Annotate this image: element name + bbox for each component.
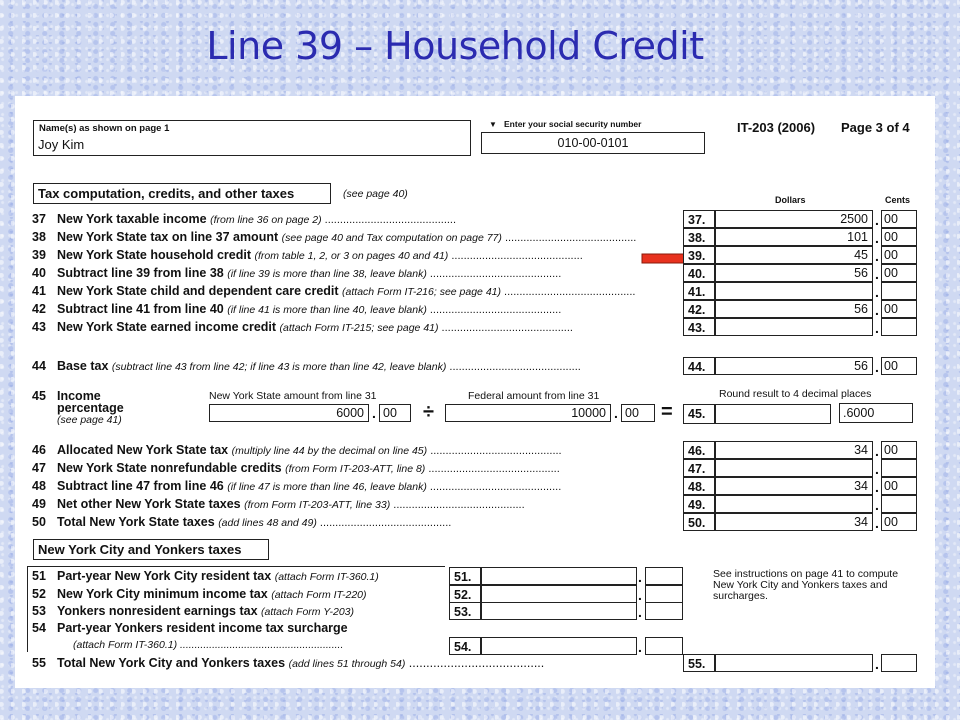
line-box-label bbox=[449, 567, 481, 585]
dollars-value: 101 bbox=[847, 230, 868, 244]
decimal-point: . bbox=[638, 587, 642, 603]
cents-value: 00 bbox=[884, 359, 898, 373]
line-box-number: 47. bbox=[688, 462, 706, 476]
line-text-main: New York City minimum income tax bbox=[57, 587, 268, 601]
cents-value: 00 bbox=[884, 443, 898, 457]
dollars-value: 56 bbox=[854, 266, 868, 280]
leader-dots: ........................................... bbox=[390, 499, 525, 511]
leader-dots: ........................................... bbox=[446, 361, 581, 373]
decimal-point: . bbox=[638, 639, 642, 655]
cents-field[interactable] bbox=[881, 495, 917, 513]
line-note: (see page 41) bbox=[57, 414, 122, 426]
line-box-number: 37. bbox=[688, 213, 706, 227]
leader-dots: ........................................... bbox=[426, 304, 562, 316]
line-note: (if line 39 is more than line 38, leave blank) bbox=[227, 268, 427, 280]
ssn-label: Enter your social security number bbox=[504, 119, 642, 129]
cents-value: 00 bbox=[884, 479, 898, 493]
line-text bbox=[57, 321, 573, 334]
form-id-text: IT-203 (2006) bbox=[737, 120, 816, 135]
nyc-dollars-field[interactable] bbox=[481, 567, 637, 585]
ny-amount-dollars-field[interactable] bbox=[209, 404, 369, 422]
ny-amount-cents: 00 bbox=[383, 406, 397, 420]
line-note: (attach Form IT-360.1) ........................................................ bbox=[73, 639, 344, 651]
line-text: Income bbox=[57, 389, 101, 403]
line-text bbox=[57, 480, 561, 493]
round-label: Round result to 4 decimal places bbox=[719, 388, 872, 400]
cents-value: 00 bbox=[884, 515, 898, 529]
dollars-value: 56 bbox=[854, 302, 868, 316]
decimal-point: . bbox=[875, 656, 879, 672]
line-note: (see page 40 and Tax computation on page 77) bbox=[281, 232, 502, 244]
cents-value: 00 bbox=[884, 266, 898, 280]
line-text: Part-year Yonkers resident income tax surcharge bbox=[57, 621, 348, 635]
line-number: 52 bbox=[32, 587, 46, 601]
dollars-header: Dollars bbox=[775, 195, 806, 205]
tax-form-it203 bbox=[15, 96, 935, 688]
fed-amount-dollars-field[interactable] bbox=[445, 404, 611, 422]
line-number: 37 bbox=[32, 212, 46, 226]
line-box-label bbox=[683, 264, 715, 282]
line-note: (subtract line 43 from line 42; if line 43 is more than line 42, leave blank) bbox=[111, 361, 447, 373]
cents-value: 00 bbox=[884, 212, 898, 226]
ssn-field[interactable] bbox=[481, 132, 705, 154]
dollars-value: 34 bbox=[854, 479, 868, 493]
line55-cents-field[interactable] bbox=[881, 654, 917, 672]
line-text-main: New York taxable income bbox=[57, 212, 207, 226]
line-number: 44 bbox=[32, 359, 46, 373]
line-note: (add lines 51 through 54) bbox=[288, 658, 406, 670]
dollars-field[interactable] bbox=[715, 357, 873, 375]
line-note: (from line 36 on page 2) bbox=[210, 214, 322, 226]
decimal-point: . bbox=[875, 461, 879, 477]
section-tax-computation bbox=[33, 183, 331, 204]
line-number: 48 bbox=[32, 479, 46, 493]
form-id bbox=[737, 121, 815, 134]
dollars-value: 56 bbox=[854, 359, 868, 373]
line-number: 55 bbox=[32, 656, 46, 670]
decimal-point: . bbox=[875, 320, 879, 336]
section-note: (see page 40) bbox=[343, 188, 408, 200]
line-box-number: 53. bbox=[454, 605, 472, 619]
line-number: 43 bbox=[32, 320, 46, 334]
line-note: (add lines 48 and 49) bbox=[218, 517, 317, 529]
decimal-point: . bbox=[875, 284, 879, 300]
line-text-main: Yonkers nonresident earnings tax bbox=[57, 604, 258, 618]
dollars-value: 45 bbox=[854, 248, 868, 262]
decimal-point: . bbox=[875, 230, 879, 246]
line-text bbox=[57, 516, 451, 529]
cents-field[interactable] bbox=[881, 210, 917, 228]
line-box-label bbox=[683, 246, 715, 264]
cents-header: Cents bbox=[885, 195, 911, 205]
cents-field[interactable] bbox=[881, 246, 917, 264]
leader-dots: ........................................... bbox=[316, 517, 452, 529]
line-box-label bbox=[449, 637, 481, 655]
line-text-main: New York State child and dependent care credit bbox=[57, 284, 339, 298]
leader-dots: ........................................... bbox=[448, 250, 583, 262]
name-label: Name(s) as shown on page 1 bbox=[39, 123, 170, 134]
dollars-field[interactable] bbox=[715, 318, 873, 336]
nyc-dollars-field[interactable] bbox=[481, 637, 637, 655]
line-note: (attach Form IT-220) bbox=[271, 589, 367, 601]
line-text-main: Subtract line 41 from line 40 bbox=[57, 302, 224, 316]
line-note: (attach Form IT-360.1) bbox=[274, 571, 379, 583]
line-box-number: 45. bbox=[688, 407, 706, 421]
line-text bbox=[57, 285, 635, 298]
line-box-label bbox=[683, 477, 715, 495]
line-number: 51 bbox=[32, 569, 46, 583]
line-box-number: 40. bbox=[688, 267, 706, 281]
dollars-field[interactable] bbox=[715, 264, 873, 282]
line-text bbox=[57, 605, 354, 618]
line-note-text: (attach Form IT-360.1) bbox=[73, 639, 178, 651]
line-note: (attach Form Y-203) bbox=[261, 606, 354, 618]
line-note: (from Form IT-203-ATT, line 8) bbox=[285, 463, 426, 475]
line-box-number: 44. bbox=[688, 360, 706, 374]
dollars-field[interactable] bbox=[715, 441, 873, 459]
line-box-label bbox=[683, 357, 715, 375]
line-note: (from Form IT-203-ATT, line 33) bbox=[244, 499, 391, 511]
cents-field[interactable] bbox=[881, 513, 917, 531]
line-text bbox=[57, 588, 367, 601]
triangle-down-icon: ▼ bbox=[489, 120, 497, 129]
result-field[interactable] bbox=[839, 403, 913, 423]
cents-field[interactable] bbox=[881, 282, 917, 300]
line-box-number: 51. bbox=[454, 570, 472, 584]
line-text bbox=[57, 231, 636, 244]
line-note: (attach Form IT-215; see page 41) bbox=[279, 322, 439, 334]
line-text-main: Total New York City and Yonkers taxes bbox=[57, 656, 286, 670]
line-text-main: Subtract line 39 from line 38 bbox=[57, 266, 224, 280]
nyc-cents-field[interactable] bbox=[645, 637, 683, 655]
line-text-main: Part-year New York City resident tax bbox=[57, 569, 272, 583]
line-text bbox=[57, 267, 561, 280]
ny-amount-label: New York State amount from line 31 bbox=[209, 390, 377, 402]
line-text bbox=[57, 462, 560, 475]
dollars-value: 34 bbox=[854, 443, 868, 457]
line-number: 40 bbox=[32, 266, 46, 280]
cents-field[interactable] bbox=[881, 228, 917, 246]
line-number: 39 bbox=[32, 248, 46, 262]
line-number: 38 bbox=[32, 230, 46, 244]
line-note: (if line 47 is more than line 46, leave blank) bbox=[227, 481, 427, 493]
decimal-point: . bbox=[638, 604, 642, 620]
line-text-main: Net other New York State taxes bbox=[57, 497, 241, 511]
line-box-label bbox=[683, 228, 715, 246]
line-note: (attach Form IT-216; see page 41) bbox=[342, 286, 501, 298]
line-text bbox=[57, 444, 562, 457]
nyc-instructions: See instructions on page 41 to compute New York City and Yonkers taxes and surcharges. bbox=[713, 568, 899, 603]
decimal-point: . bbox=[875, 443, 879, 459]
dollars-field[interactable] bbox=[715, 459, 873, 477]
line-text-main: Allocated New York State tax bbox=[57, 443, 229, 457]
line-box-label bbox=[683, 459, 715, 477]
decimal-point: . bbox=[638, 569, 642, 585]
dollars-value: 34 bbox=[854, 515, 868, 529]
cents-value: 00 bbox=[884, 302, 898, 316]
line-text-main: Subtract line 47 from line 46 bbox=[57, 479, 224, 493]
leader-dots: ........................................... bbox=[425, 463, 560, 475]
fed-amount-cents-field[interactable] bbox=[621, 404, 655, 422]
result-value: .6000 bbox=[843, 406, 875, 420]
decimal-point: . bbox=[875, 497, 879, 513]
dollars-field[interactable] bbox=[715, 246, 873, 264]
nyc-dollars-field[interactable] bbox=[481, 585, 637, 603]
decimal-point: . bbox=[875, 359, 879, 375]
decimal-point: . bbox=[875, 212, 879, 228]
line-text-main: New York State nonrefundable credits bbox=[57, 461, 282, 475]
line-box-label bbox=[683, 495, 715, 513]
cents-field[interactable] bbox=[881, 300, 917, 318]
line-box-label bbox=[683, 654, 715, 672]
cents-field[interactable] bbox=[881, 357, 917, 375]
decimal-point: . bbox=[875, 479, 879, 495]
decimal-point: . bbox=[875, 515, 879, 531]
cents-field[interactable] bbox=[881, 318, 917, 336]
dollars-value: 2500 bbox=[840, 212, 868, 226]
line-number: 46 bbox=[32, 443, 46, 457]
dollars-field[interactable] bbox=[715, 282, 873, 300]
dollars-field[interactable] bbox=[715, 210, 873, 228]
line-box-label bbox=[683, 282, 715, 300]
line-number: 42 bbox=[32, 302, 46, 316]
line-box-label bbox=[683, 441, 715, 459]
line-text-main: New York State tax on line 37 amount bbox=[57, 230, 279, 244]
dollars-field[interactable] bbox=[715, 495, 873, 513]
nyc-cents-field[interactable] bbox=[645, 602, 683, 620]
line-box-label bbox=[683, 318, 715, 336]
ny-amount-cents-field[interactable] bbox=[379, 404, 411, 422]
name-field[interactable] bbox=[33, 120, 471, 156]
line-number: 54 bbox=[32, 621, 46, 635]
line-box-number: 43. bbox=[688, 321, 706, 335]
line-text-main: New York State earned income credit bbox=[57, 320, 277, 334]
line-box-number: 48. bbox=[688, 480, 706, 494]
line-note: (if line 41 is more than line 40, leave blank) bbox=[227, 304, 427, 316]
line-box-label bbox=[449, 602, 481, 620]
line-box-number: 39. bbox=[688, 249, 706, 263]
line-number: 49 bbox=[32, 497, 46, 511]
line-box-number: 42. bbox=[688, 303, 706, 317]
line-box-number: 38. bbox=[688, 231, 706, 245]
slide-title: Line 39 – Household Credit bbox=[206, 24, 704, 68]
line-number: 41 bbox=[32, 284, 46, 298]
line-box-label bbox=[683, 404, 715, 424]
ny-amount-dollars: 6000 bbox=[336, 406, 364, 420]
cents-field[interactable] bbox=[881, 441, 917, 459]
line-text bbox=[57, 360, 581, 373]
leader-dots: ........................................... bbox=[426, 481, 562, 493]
cents-value: 00 bbox=[884, 230, 898, 244]
line-note: (multiply line 44 by the decimal on line 45) bbox=[231, 445, 428, 457]
cents-field[interactable] bbox=[881, 459, 917, 477]
line-text: percentage bbox=[57, 401, 124, 415]
nyc-dollars-field[interactable] bbox=[481, 602, 637, 620]
cents-field[interactable] bbox=[881, 264, 917, 282]
line-text bbox=[57, 303, 561, 316]
line55-dollars-field[interactable] bbox=[715, 654, 873, 672]
equals-sign: = bbox=[661, 401, 673, 423]
line-note: (from table 1, 2, or 3 on pages 40 and 41) bbox=[254, 250, 449, 262]
line-box-number: 55. bbox=[688, 657, 706, 671]
leader-dots: ........................................... bbox=[438, 322, 573, 334]
leader-dots: ........................................... bbox=[427, 445, 562, 457]
line-number: 45 bbox=[32, 389, 46, 403]
leader-dots: ........................................... bbox=[321, 214, 457, 226]
nyc-cents-field[interactable] bbox=[645, 567, 683, 585]
line-text bbox=[57, 498, 525, 511]
leader-dots: ........................................... bbox=[501, 286, 636, 298]
decimal-point: . bbox=[875, 248, 879, 264]
decimal-point: . bbox=[372, 405, 376, 421]
line-box-number: 52. bbox=[454, 588, 472, 602]
divide-sign: ÷ bbox=[423, 401, 434, 423]
leader-dots: ....................................... bbox=[405, 656, 545, 670]
page-number: Page 3 of 4 bbox=[841, 120, 910, 135]
line-text bbox=[57, 657, 544, 670]
line-text bbox=[57, 570, 379, 583]
fed-amount-dollars: 10000 bbox=[571, 406, 606, 420]
line-number: 53 bbox=[32, 604, 46, 618]
section-title: New York City and Yonkers taxes bbox=[38, 542, 242, 557]
leader-dots: ........................................... bbox=[501, 232, 637, 244]
cents-value: 00 bbox=[884, 248, 898, 262]
dollars-field[interactable] bbox=[715, 513, 873, 531]
line-box-number: 50. bbox=[688, 516, 706, 530]
fed-amount-cents: 00 bbox=[625, 406, 639, 420]
fed-amount-label: Federal amount from line 31 bbox=[468, 390, 600, 402]
leader-dots: ........................................... bbox=[426, 268, 562, 280]
section-nyc-yonkers bbox=[33, 539, 269, 560]
decimal-point: . bbox=[614, 405, 618, 421]
result-blank-field[interactable] bbox=[715, 404, 831, 424]
cents-field[interactable] bbox=[881, 477, 917, 495]
decimal-point: . bbox=[875, 266, 879, 282]
section-title: Tax computation, credits, and other taxes bbox=[38, 186, 295, 201]
line-box-number: 41. bbox=[688, 285, 706, 299]
decimal-point: . bbox=[875, 302, 879, 318]
line-number: 47 bbox=[32, 461, 46, 475]
line-box-label bbox=[683, 513, 715, 531]
line-text-main: Total New York State taxes bbox=[57, 515, 215, 529]
line-box-label bbox=[449, 585, 481, 603]
ssn-value: 010-00-0101 bbox=[557, 136, 629, 150]
dollars-field[interactable] bbox=[715, 300, 873, 318]
name-value: Joy Kim bbox=[38, 137, 85, 152]
line-box-number: 49. bbox=[688, 498, 706, 512]
line-box-label bbox=[683, 300, 715, 318]
line-box-number: 54. bbox=[454, 640, 472, 654]
line-number: 50 bbox=[32, 515, 46, 529]
line-box-number: 46. bbox=[688, 444, 706, 458]
line-text bbox=[57, 249, 583, 262]
dollars-field[interactable] bbox=[715, 228, 873, 246]
line-text-main: New York State household credit bbox=[57, 248, 252, 262]
nyc-cents-field[interactable] bbox=[645, 585, 683, 603]
line-box-label bbox=[683, 210, 715, 228]
line-text bbox=[57, 213, 456, 226]
line-text-main: Base tax bbox=[57, 359, 109, 373]
dollars-field[interactable] bbox=[715, 477, 873, 495]
